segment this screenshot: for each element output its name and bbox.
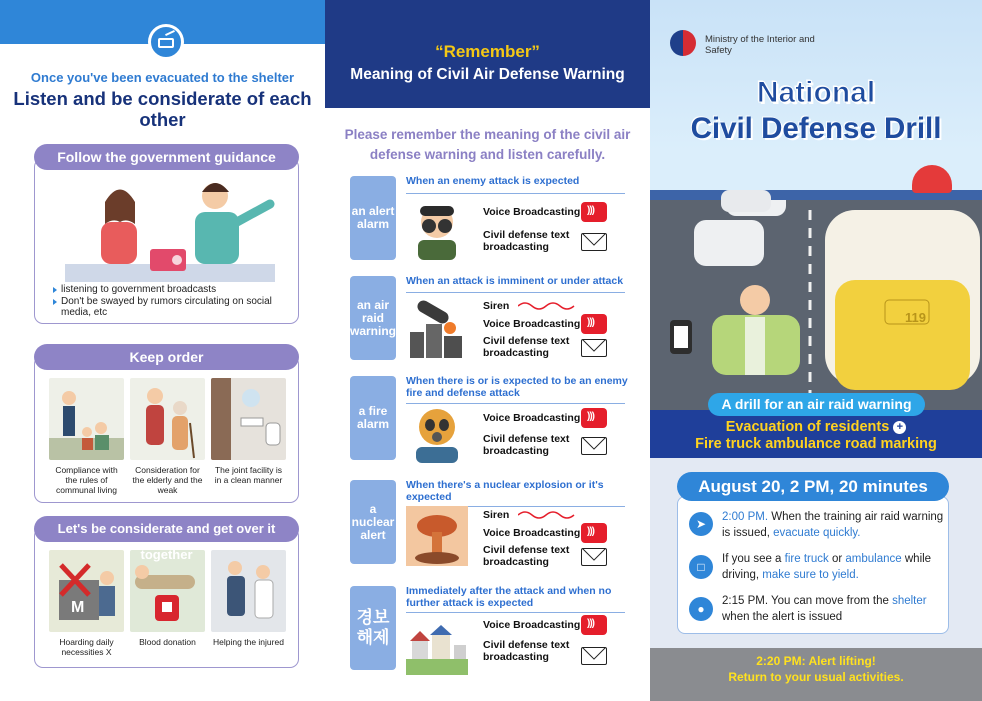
running-person-icon: ➤ xyxy=(689,512,713,536)
alarm-tag-alert: an alert alarm xyxy=(350,176,396,260)
section-pill-order: Keep order xyxy=(34,344,299,370)
envelope-icon xyxy=(581,437,607,455)
divider xyxy=(406,612,625,613)
envelope-icon xyxy=(581,647,607,665)
clean-facility-illustration xyxy=(211,378,286,460)
alarm-title: Immediately after the attack and when no further attack is expected xyxy=(406,585,612,609)
gas-mask-illustration xyxy=(406,403,468,463)
ambulance-number: 119 xyxy=(905,310,926,325)
schedule-highlight: ambulance xyxy=(845,553,902,565)
box-letter: M xyxy=(71,599,85,616)
voice-broadcast-label: Voice Broadcasting xyxy=(483,206,581,218)
car-icon xyxy=(721,190,771,212)
schedule-item xyxy=(722,551,952,583)
drill-pill: A drill for an air raid warning xyxy=(708,393,925,416)
speaker-icon xyxy=(581,314,607,334)
schedule-text: while driving, xyxy=(722,553,932,581)
voice-broadcast-label: Voice Broadcasting xyxy=(483,619,581,631)
drill-date: August 20, 2 PM, 20 minutes xyxy=(677,472,949,501)
ministry-emblem-icon xyxy=(670,30,696,56)
village-illustration xyxy=(406,615,468,675)
caption: The joint facility is in a clean manner xyxy=(214,465,283,485)
evacuation-text xyxy=(650,419,982,453)
alarm-title: When an attack is imminent or under attack xyxy=(406,275,624,287)
caption: Compliance with the rules of communal living xyxy=(55,465,118,495)
alarm-title: When an enemy attack is expected xyxy=(406,175,580,187)
speaker-icon xyxy=(581,408,607,428)
list-item: listening to government broadcasts xyxy=(53,284,288,296)
schedule-text: If you see a xyxy=(722,553,782,565)
schedule-text: When the training air raid warning is issued, xyxy=(722,511,944,539)
evac-line2: Fire truck ambulance road marking xyxy=(695,436,937,452)
please-note: Please remember the meaning of the civil air defense warning and listen carefully. xyxy=(344,127,631,162)
mushroom-cloud-illustration xyxy=(406,506,468,566)
text-broadcast-label: Civil defense text broadcasting xyxy=(483,335,570,359)
alarm-title: When there is or is expected to be an enemy fire and defense attack xyxy=(406,375,628,399)
siren-wave-icon xyxy=(518,511,576,519)
drill-cover-panel xyxy=(650,0,982,701)
alarm-tag-nuclear: a nuclear alert xyxy=(350,480,396,564)
schedule-text: You can move from the xyxy=(771,595,889,607)
speaker-icon xyxy=(581,202,607,222)
siren-wave-icon xyxy=(518,302,576,310)
ministry-name: Ministry of the Interior and Safety xyxy=(705,34,815,56)
title-line2: Civil Defense Drill xyxy=(690,112,942,145)
speaker-icon xyxy=(581,523,607,543)
schedule-time: 2:00 PM. xyxy=(722,511,769,523)
helping-injured-illustration xyxy=(211,550,286,632)
hoarding-illustration xyxy=(49,550,124,632)
caption: Hoarding daily necessities X xyxy=(59,637,114,657)
caption: Helping the injured xyxy=(213,637,284,647)
schedule-item xyxy=(722,509,952,541)
text-broadcast-label: Civil defense text broadcasting xyxy=(483,433,570,457)
speaker-icon xyxy=(581,615,607,635)
schedule-highlight: evacuate quickly. xyxy=(773,527,861,539)
evac-line1: Evacuation of residents xyxy=(725,419,890,435)
caption: Blood donation xyxy=(139,637,196,647)
divider xyxy=(406,292,625,293)
shelter-panel xyxy=(0,0,325,701)
guidance-card xyxy=(34,158,299,324)
schedule-highlight: fire truck xyxy=(784,553,829,565)
envelope-icon xyxy=(581,548,607,566)
siren-label: Siren xyxy=(483,509,510,521)
remember-heading: “Remember” xyxy=(435,42,540,61)
text-broadcast-label: Civil defense text broadcasting xyxy=(483,639,570,663)
alarm-tag-fire: a fire alarm xyxy=(350,376,396,460)
guidance-list xyxy=(53,284,288,319)
schedule-time: 2:15 PM. xyxy=(722,595,769,607)
panel1-subtitle: Once you've been evacuated to the shelter xyxy=(30,70,295,85)
title-line1: National xyxy=(756,76,876,109)
meaning-heading: Meaning of Civil Air Defense Warning xyxy=(350,66,625,83)
communal-living-illustration xyxy=(49,378,124,460)
family-listening-illustration xyxy=(65,174,275,282)
voice-broadcast-label: Voice Broadcasting xyxy=(483,412,581,424)
siren-label: Siren xyxy=(483,300,510,312)
lifting-text xyxy=(650,653,982,685)
elderly-care-illustration xyxy=(130,378,205,460)
lifting-line1: 2:20 PM: Alert lifting! xyxy=(756,654,876,668)
schedule-highlight: make sure to yield. xyxy=(762,569,859,581)
alarm-tag-lifting: 경보 해제 xyxy=(350,586,396,670)
radio-icon xyxy=(148,24,184,60)
missile-city-illustration xyxy=(406,298,468,358)
schedule-item xyxy=(722,593,952,625)
lifting-line2: Return to your usual activities. xyxy=(728,670,904,684)
list-item: Don't be swayed by rumors circulating on social media, etc xyxy=(53,296,288,319)
schedule-text: when the alert is issued xyxy=(722,611,843,623)
envelope-icon xyxy=(581,339,607,357)
voice-broadcast-label: Voice Broadcasting xyxy=(483,318,581,330)
text-broadcast-label: Civil defense text broadcasting xyxy=(483,229,570,253)
section-pill-guidance: Follow the government guidance xyxy=(34,144,299,170)
caption: Consideration for the elderly and the weak xyxy=(132,465,203,495)
envelope-icon xyxy=(581,233,607,251)
panel1-title: Listen and be considerate of each other xyxy=(13,88,312,130)
text-broadcast-label: Civil defense text broadcasting xyxy=(483,544,570,568)
section-pill-together: Let's be considerate and get over it together xyxy=(34,516,299,542)
divider xyxy=(406,193,625,194)
schedule-text: or xyxy=(831,553,843,565)
alarm-tag-air-raid: an air raid warning xyxy=(350,276,396,360)
voice-broadcast-label: Voice Broadcasting xyxy=(483,527,581,539)
lookout-illustration xyxy=(406,200,468,260)
schedule-highlight: shelter xyxy=(892,595,927,607)
walking-person-icon: ● xyxy=(689,597,713,621)
keep-order-card xyxy=(34,355,299,503)
car-icon: □ xyxy=(689,555,713,579)
warning-meaning-panel xyxy=(325,0,650,701)
plus-icon: + xyxy=(893,421,906,434)
alarm-title: When there's a nuclear explosion or it's expected xyxy=(406,479,604,503)
